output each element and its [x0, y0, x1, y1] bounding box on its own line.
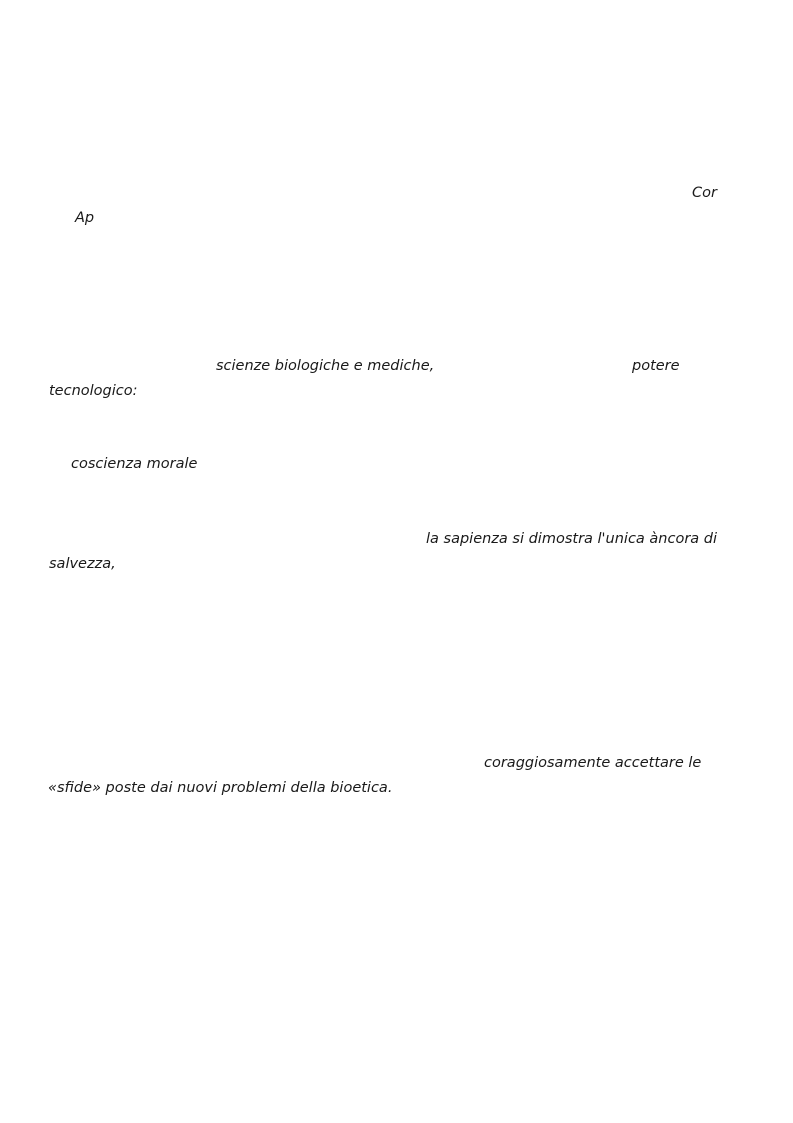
- text-fragment-cor: Cor: [692, 185, 717, 201]
- text-fragment-scienze: scienze biologiche e mediche,: [216, 358, 435, 374]
- text-fragment-potere: potere: [632, 358, 680, 374]
- text-fragment-sapienza: la sapienza si dimostra l'unica àncora di: [426, 531, 718, 547]
- text-fragment-ap: Ap: [75, 210, 95, 226]
- text-fragment-coraggiosamente: coraggiosamente accettare le: [484, 755, 702, 771]
- text-fragment-sfide: «sfide» poste dai nuovi problemi della bioetica.: [48, 780, 393, 796]
- text-fragment-coscienza: coscienza morale: [71, 456, 198, 472]
- text-fragment-salvezza: salvezza,: [49, 556, 116, 572]
- text-fragment-tecnologico: tecnologico:: [49, 383, 138, 399]
